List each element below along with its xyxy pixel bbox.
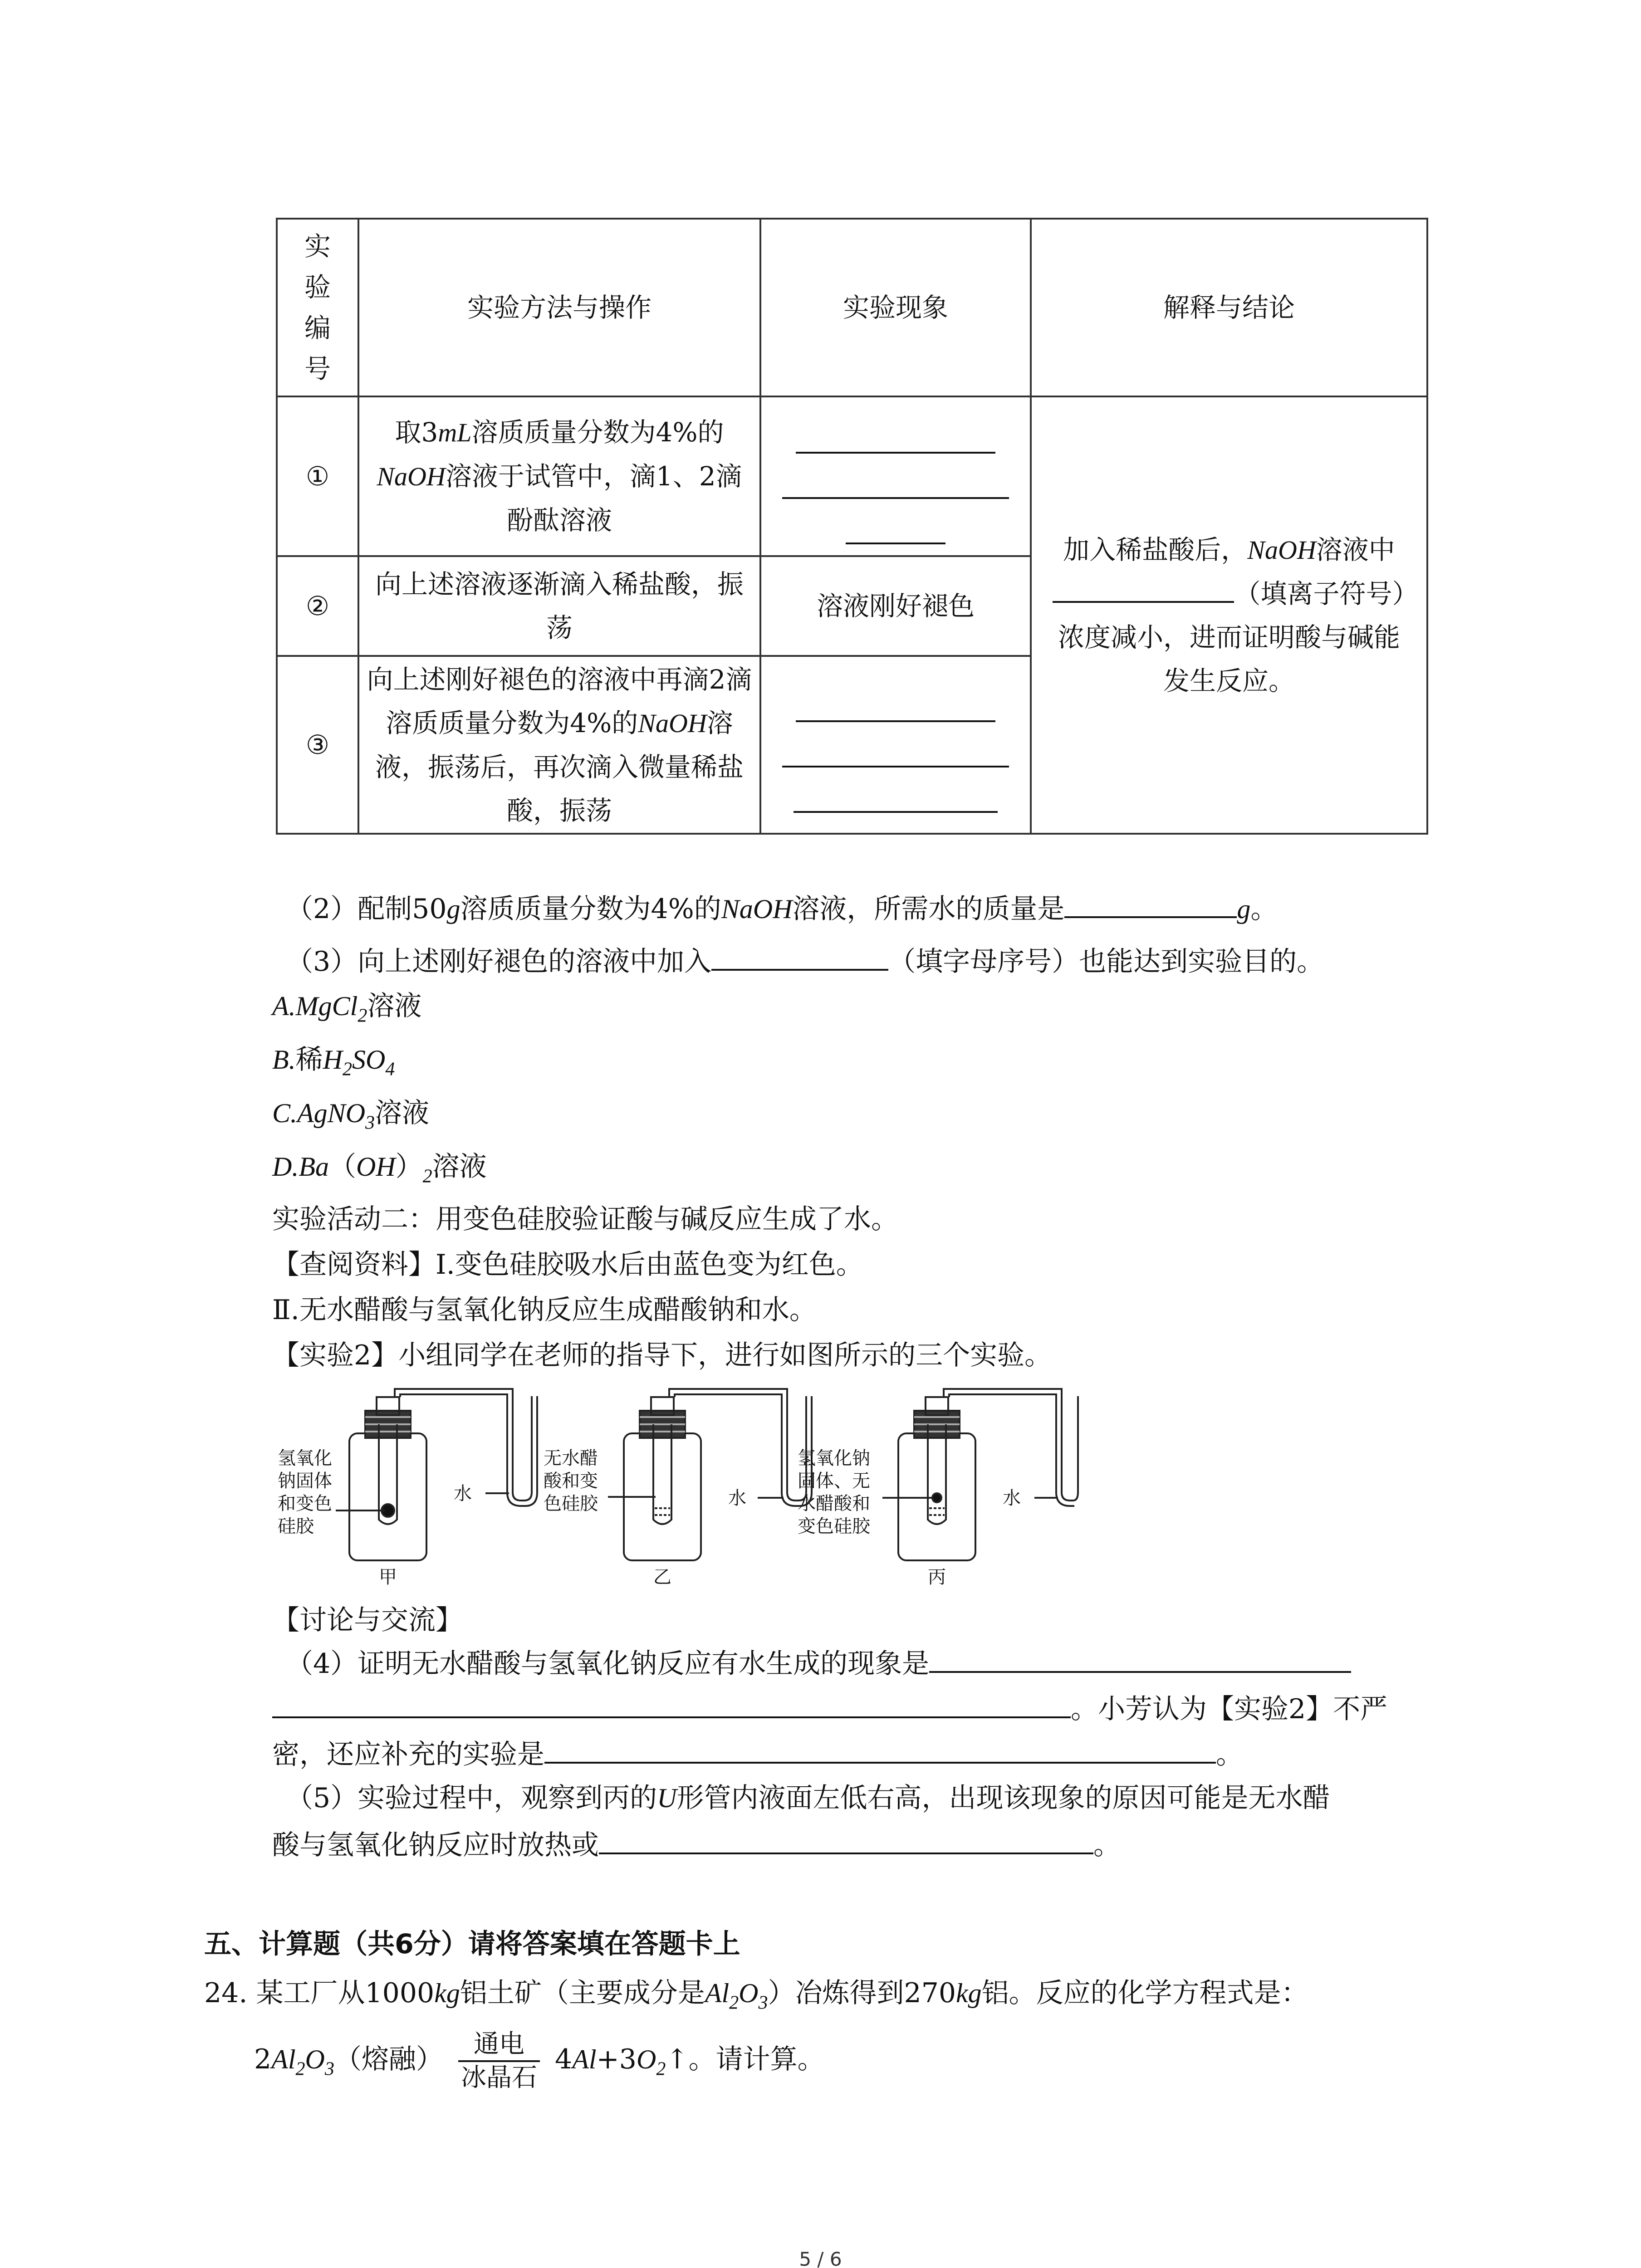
q2-text: 溶质质量分数为4%的: [460, 893, 721, 925]
experiment-2-intro: 【实验2】小组同学在老师的指导下，进行如图所示的三个实验。: [272, 1339, 1052, 1371]
formula: OH: [356, 1152, 396, 1182]
formula: Al: [271, 2044, 296, 2074]
jia-water-label: 水: [454, 1483, 472, 1504]
formula-naoh: NaOH: [638, 708, 707, 738]
chemical-equation: $2Al_2O_3$（熔融） $\frac{\text{通电}}{\text{冰晶石}}$ $4Al+3O_2↑$。请计算。: [254, 2014, 825, 2105]
q5-text: 形管内液面左低右高，出现该现象的原因可能是无水醋: [676, 1782, 1330, 1814]
table-row: [277, 396, 1427, 556]
option-letter: C.: [272, 1098, 298, 1128]
label-line: 和变色: [278, 1493, 332, 1514]
label-line: 氢氧化钠: [798, 1448, 870, 1469]
q3-text: （填字母序号）也能达到实验目的。: [888, 946, 1324, 978]
answer-line[interactable]: [782, 454, 1009, 499]
label-line: 硅胶: [278, 1516, 314, 1537]
question-4-line1: [286, 1644, 1351, 1682]
row-phenomenon: 溶液刚好褪色: [760, 556, 1031, 656]
subscript: 2: [358, 1005, 367, 1026]
row-conclusion: [1031, 396, 1427, 834]
table-header-row: [277, 219, 1427, 396]
paren: （: [329, 1151, 356, 1183]
method-text: 向上述刚好褪色的溶液中再滴2滴溶质质量分数为4%的: [367, 664, 752, 738]
option-a[interactable]: [272, 988, 421, 1024]
formula-naoh: NaOH: [377, 462, 446, 491]
row-phenomenon-blank[interactable]: [760, 396, 1031, 556]
formula: Al: [572, 2044, 597, 2074]
q5-text: 。: [1093, 1829, 1121, 1861]
answer-line[interactable]: [846, 499, 945, 544]
yi-water-label: 水: [728, 1488, 746, 1509]
label-line: 色硅胶: [544, 1493, 598, 1514]
header-char: 号: [304, 353, 331, 384]
label-line: 无水醋: [544, 1448, 598, 1469]
option-prefix: 稀: [295, 1044, 323, 1075]
question-5-line1: [286, 1780, 1330, 1816]
formula: AgNO: [297, 1098, 366, 1128]
q5-text: （5）实验过程中，观察到丙的: [286, 1782, 657, 1814]
subscript: 2: [422, 1166, 432, 1187]
q3-text: （3）向上述刚好褪色的溶液中加入: [286, 946, 712, 978]
option-d[interactable]: [272, 1149, 487, 1185]
formula: H: [323, 1045, 343, 1075]
method-text: 溶质质量分数为4%的: [471, 417, 724, 448]
answer-line[interactable]: [796, 677, 995, 722]
reference-2: Ⅱ.无水醋酸与氢氧化钠反应生成醋酸钠和水。: [272, 1294, 817, 1326]
unit-kg: kg: [434, 1978, 460, 2008]
method-text: 取3: [395, 417, 438, 448]
header-phenomenon: 实验现象: [760, 219, 1031, 396]
q4-text: 密，还应补充的实验是: [272, 1739, 544, 1770]
option-b[interactable]: [272, 1041, 395, 1078]
option-c[interactable]: [272, 1095, 430, 1134]
condition-electrolysis: 通电: [473, 2029, 524, 2059]
water-mass-blank[interactable]: [1064, 889, 1237, 918]
conclusion-text: （填离子符号）浓度减小，进而证明酸与碱能发生反应。: [1058, 578, 1406, 696]
jia-reagent-label: [278, 1447, 332, 1538]
unit-g: g: [1237, 894, 1251, 924]
equation-end-text: 。请计算。: [688, 2043, 825, 2075]
option-suffix: 溶液: [432, 1151, 487, 1183]
q24-text: 铝。反应的化学方程式是：: [981, 1977, 1308, 2009]
label-line: 变色硅胶: [798, 1516, 870, 1537]
reference-1: 【查阅资料】Ⅰ.变色硅胶吸水后由蓝色变为红色。: [272, 1249, 863, 1281]
method-text: 溶液于试管中，滴1、2滴酚酞溶液: [445, 461, 742, 536]
phenomenon-blank[interactable]: [929, 1644, 1351, 1673]
yi-reagent-label: [544, 1447, 598, 1515]
option-suffix: 溶液: [367, 990, 422, 1022]
subscript: 2: [343, 1059, 352, 1080]
question-24: 24. 某工厂从1000kg铝土矿（主要成分是$Al_2O_3$）冶炼得到270kg铝。反应的化学方程式是：: [204, 1977, 1308, 2014]
phenomenon-blank-continued[interactable]: [272, 1689, 1071, 1718]
equation-bar: [458, 2060, 540, 2062]
condition-cryolite: 冰晶石: [460, 2063, 537, 2093]
formula: Ba: [299, 1152, 329, 1182]
q4-text: （4）证明无水醋酸与氢氧化钠反应有水生成的现象是: [286, 1648, 930, 1680]
conclusion-text: 溶液中: [1316, 534, 1395, 565]
experiment-table: [276, 218, 1428, 835]
reason-blank[interactable]: [599, 1825, 1093, 1854]
reaction-conditions: [458, 2028, 540, 2094]
page-number: 5 / 6: [799, 2248, 842, 2268]
header-char: 验: [304, 272, 331, 303]
setup-bing: [882, 1389, 1078, 1560]
label-line: 酸和变: [544, 1471, 598, 1491]
question-number: 24.: [204, 1977, 248, 2009]
plus-coefficient: +3: [596, 2043, 637, 2075]
bing-water-label: 水: [1003, 1488, 1021, 1509]
question-2: [286, 889, 1278, 927]
header-method: 实验方法与操作: [358, 219, 760, 396]
header-char: 编: [304, 313, 331, 343]
option-letter: D.: [272, 1152, 299, 1182]
jia-name: 甲: [379, 1567, 397, 1588]
label-line: 固体、无: [798, 1471, 870, 1491]
label-line: 水醋酸和: [798, 1493, 870, 1514]
question-3: [286, 942, 1324, 980]
formula: O: [636, 2044, 656, 2074]
activity-2: 实验活动二：用变色硅胶验证酸与碱反应生成了水。: [272, 1203, 898, 1235]
q24-text: ）冶炼得到270: [768, 1977, 956, 2009]
q5-text: 酸与氢氧化钠反应时放热或: [272, 1829, 599, 1861]
header-experiment-number: [277, 219, 358, 396]
q24-text: 某工厂从1000: [256, 1977, 435, 2009]
unit-ml: mL: [438, 418, 472, 447]
apparatus-drawing: [272, 1379, 1080, 1592]
unit-g: g: [446, 894, 460, 924]
row-method: [358, 656, 760, 834]
row-phenomenon-blank[interactable]: [760, 656, 1031, 834]
bing-name: 丙: [928, 1567, 946, 1588]
question-4-line2: [272, 1689, 1387, 1727]
label-line: 氢氧化: [278, 1448, 332, 1469]
row-number: ③: [277, 656, 358, 834]
q4-text: 。: [1216, 1739, 1243, 1770]
subscript: 3: [365, 1112, 375, 1134]
q24-text: 铝土矿（主要成分是: [460, 1977, 705, 2009]
row-method: 向上述溶液逐渐滴入稀盐酸，振荡: [358, 556, 760, 656]
discussion-heading: 【讨论与交流】: [272, 1604, 463, 1636]
condition-melt: （熔融）: [334, 2043, 443, 2075]
row-number: ②: [277, 556, 358, 656]
coefficient: 4: [555, 2043, 573, 2075]
q2-text: 溶液，所需水的质量是: [792, 893, 1065, 925]
formula-naoh: NaOH: [1247, 535, 1316, 565]
option-letter: A.: [272, 991, 296, 1021]
answer-line[interactable]: [796, 408, 995, 454]
paren: ）: [395, 1151, 423, 1183]
section-5-heading: 五、计算题（共6分）请将答案填在答题卡上: [204, 1928, 740, 1960]
answer-line[interactable]: [794, 767, 998, 813]
row-number: ①: [277, 396, 358, 556]
u-tube-letter: U: [657, 1783, 677, 1813]
setup-yi: [608, 1389, 812, 1560]
bing-reagent-label: [798, 1447, 870, 1538]
answer-line[interactable]: [782, 722, 1009, 767]
unit-kg: kg: [956, 1978, 982, 2008]
method-text: 溶液，振荡后，再次滴入微量稀盐酸，振荡: [375, 707, 744, 826]
formula: SO: [352, 1045, 386, 1075]
setup-jia: [336, 1389, 537, 1560]
q4-text: 。小芳认为【实验2】不严: [1071, 1693, 1388, 1725]
supplementary-experiment-blank[interactable]: [544, 1735, 1216, 1764]
conclusion-text: 加入稀盐酸后，: [1063, 534, 1248, 565]
q2-text: （2）配制50: [286, 893, 447, 925]
formula: MgCl: [295, 991, 358, 1021]
q2-text: 。: [1250, 893, 1278, 925]
question-4-line3: [272, 1735, 1243, 1773]
option-letter: B.: [272, 1045, 296, 1075]
row-method: [358, 396, 760, 556]
header-char: 实: [304, 231, 331, 262]
ion-symbol-blank[interactable]: [1053, 575, 1234, 603]
formula-naoh: NaOH: [721, 894, 793, 924]
header-conclusion: 解释与结论: [1031, 219, 1427, 396]
yi-name: 乙: [653, 1567, 671, 1588]
option-letter-blank[interactable]: [711, 942, 888, 971]
coefficient: 2: [254, 2043, 272, 2075]
question-5-line2: [272, 1825, 1121, 1863]
gas-arrow: ↑: [666, 2043, 689, 2075]
apparatus-figure: [272, 1379, 1080, 1592]
subscript: 4: [385, 1059, 395, 1080]
label-line: 钠固体: [278, 1471, 332, 1491]
option-suffix: 溶液: [375, 1097, 430, 1129]
